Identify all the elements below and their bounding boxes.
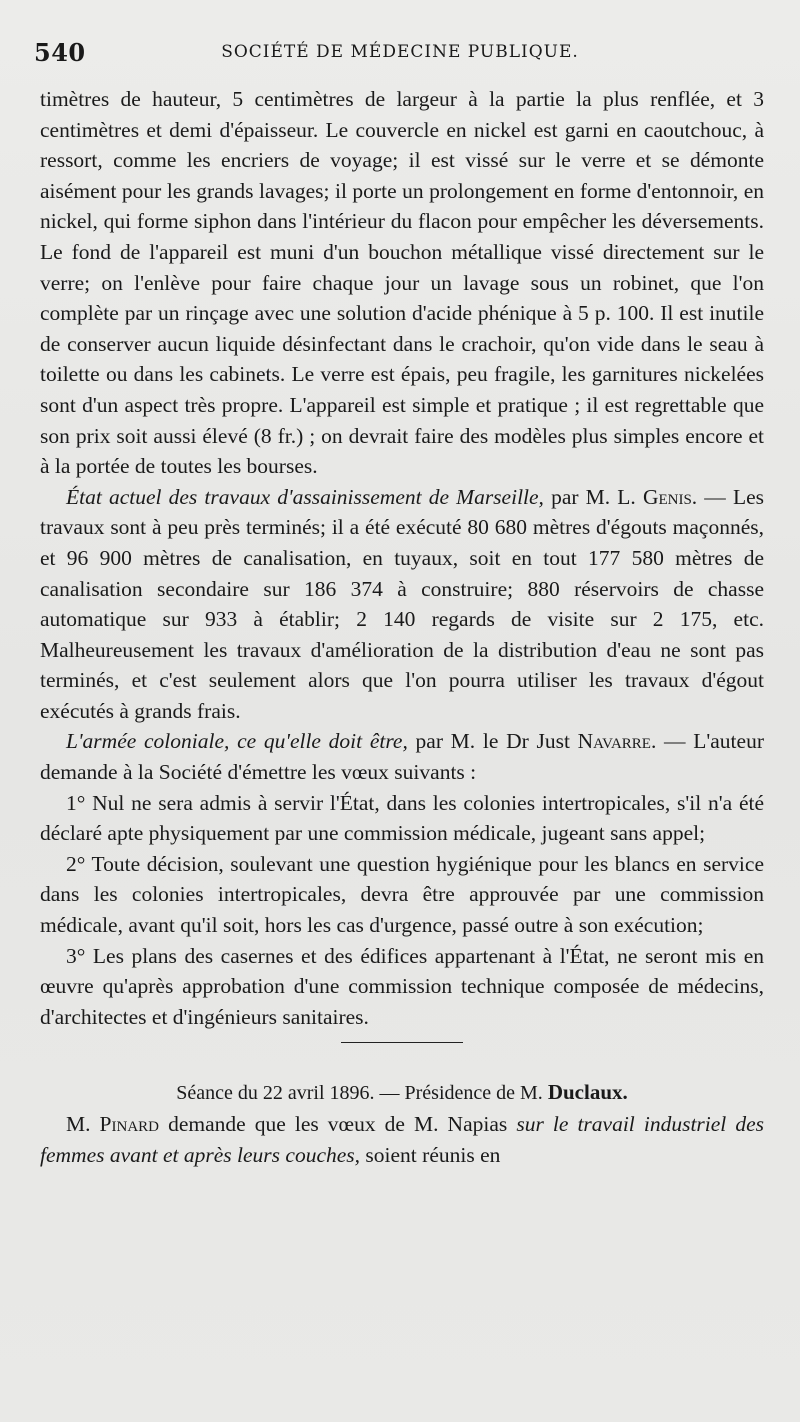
body-text xyxy=(40,84,764,1170)
author-genis: Genis xyxy=(642,484,692,509)
speaker-pinard: M. Pinard xyxy=(66,1112,160,1136)
voeu-2: 2° Toute décision, soulevant une question hygiénique pour les blancs en service dans les colonies intertropicales, devra être approuvée par une commission médicale, avant qu'il soit, hors les cas d'urgence, passé outre à son exécution; xyxy=(40,851,764,938)
running-head xyxy=(34,38,766,70)
byline: par M. L. xyxy=(543,484,643,509)
work-title-marseille: État actuel des travaux d'assainissement de Marseille, xyxy=(66,484,544,509)
paragraph-armee-coloniale xyxy=(40,726,764,787)
section-divider xyxy=(341,1042,463,1043)
paragraph-armee-text: . — L'auteur demande à la Société d'émettre les vœux suivants : xyxy=(40,729,764,785)
pinard-text: demande que les vœux de M. Napias xyxy=(159,1112,517,1136)
voeu-1: 1° Nul ne sera admis à servir l'État, dans les colonies intertropicales, s'il n'a été déclaré apte physiquement par une commission médicale, jugeant sans appel; xyxy=(40,790,764,846)
paragraph-marseille xyxy=(40,482,764,727)
seance-date: Séance du 22 avril 1896. — Présidence de M. xyxy=(176,1082,548,1105)
page-number: 540 xyxy=(34,38,86,67)
president-name: Duclaux. xyxy=(547,1080,628,1105)
author-navarre: Navarre xyxy=(577,729,651,754)
voeu-3: 3° Les plans des casernes et des édifices appartenant à l'État, ne seront mis en œuvre qu'après approbation d'une commission technique composée de médecins, d'architectes et d'ingénieurs sanitaires. xyxy=(40,943,764,1029)
paragraph-crachoir: timètres de hauteur, 5 centimètres de largeur à la partie la plus renflée, et 3 centimètres et demi d'épaisseur. Le couvercle en nickel est garni en caoutchouc, à ressort, comme les encriers de voyage; il est vissé sur le verre et se démonte aisément pour les grands lavages; il porte un prolongement en forme d'entonnoir, en nickel, qui forme siphon dans l'intérieur du flacon pour empêcher les déversements. Le fond de l'appareil est muni d'un bouchon métallique vissé directement sur le verre; on l'enlève pour faire chaque jour un lavage sous un robinet, que l'on complète par un rinçage avec une solution d'acide phénique à 5 p. 100. Il est inutile de conserver aucun liquide désinfectant dans le crachoir, qu'on vide dans le seau à toilette ou dans les cabinets. Le verre est épais, peu fragile, les garnitures nickelées sont d'un aspect très propre. L'appareil est simple et pratique ; il est regrettable que son prix soit aussi élevé (8 fr.) ; on devrait faire des modèles plus simples encore et à la portée de toutes les bourses. xyxy=(40,87,764,479)
seance-heading xyxy=(40,1077,764,1109)
running-title: SOCIÉTÉ DE MÉDECINE PUBLIQUE. xyxy=(221,42,579,62)
byline: par M. le Dr Just xyxy=(407,729,578,754)
paragraph-marseille-text: . — Les travaux sont à peu près terminés; il a été exécuté 80 680 mètres d'égouts maçonnés, et 96 900 mètres de canalisation, en tuyaux, soit en tout 177 580 mètres de canalisation secondaire sur 186 374 à construire; 880 réservoirs de chasse automatique sur 933 à établir; 2 140 regards de visite sur 2 175, etc. Malheureusement les travaux d'amélioration de la distribution d'eau ne sont pas terminés, et c'est seulement alors que l'on pourra utiliser les travaux d'égout exécutés à grands frais. xyxy=(40,484,764,723)
work-title-napias: sur le travail industriel des femmes avant et après leurs couches, xyxy=(40,1112,764,1167)
paragraph-pinard xyxy=(40,1109,764,1170)
work-title-armee: L'armée coloniale, ce qu'elle doit être, xyxy=(66,729,408,754)
pinard-text-end: soient réunis en xyxy=(360,1142,501,1167)
